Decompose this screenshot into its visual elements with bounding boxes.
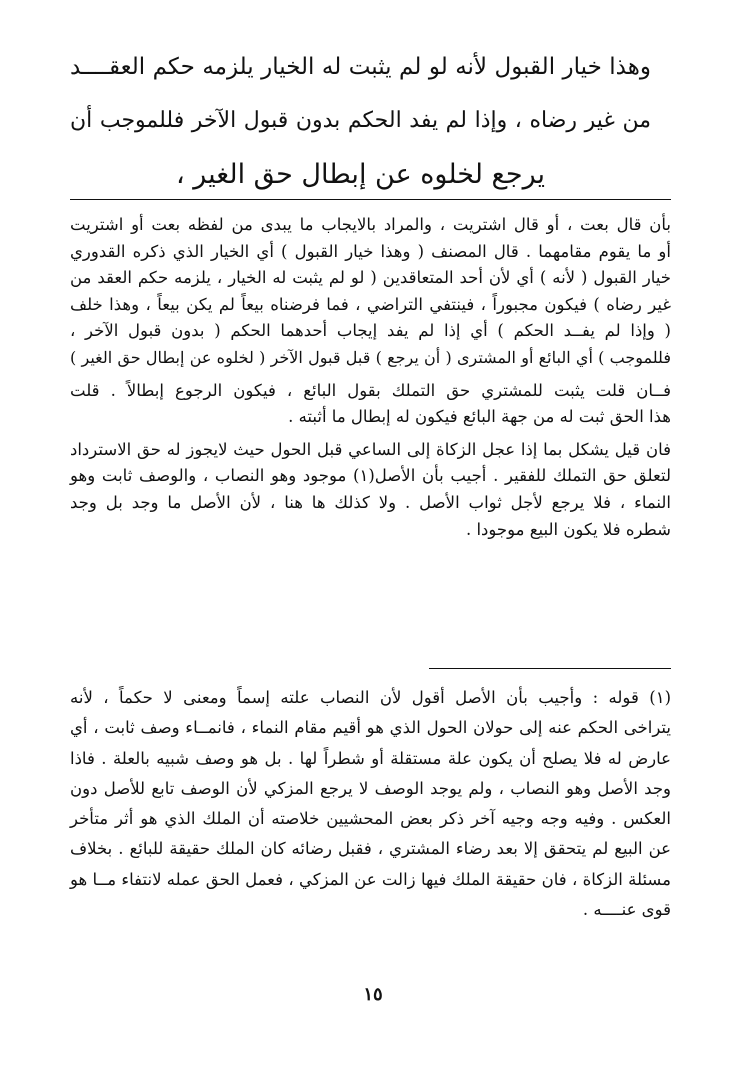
commentary-line: بأن قال بعت ، أو قال اشتريت ، والمراد بالايجاب ما يبدى من لفظه بعت أو اشتريت <box>70 215 671 234</box>
matn-divider <box>70 199 671 200</box>
commentary-line: خيار القبول ( لأنه ) أي لأن أحد المتعاقدين ( لو لم يثبت له الخيار ، يلزمه حكم العقد من <box>70 268 671 288</box>
commentary-line: هذا الحق ثبت له من جهة البائع فيكون له إبطال ما أثبته . <box>288 407 671 427</box>
commentary-paragraph <box>70 437 671 543</box>
commentary-line: فللموجب ) أي البائع أو المشترى ( أن يرجع ) قبل قبول الآخر ( لخلوه عن إبطال حق الغير ) <box>70 347 671 367</box>
footnote-line: عارض له فلا يصلح أن يكون علة مستقلة أو شطراً لها . بل هو وصف شبيه بالعلة . فاذا <box>70 748 671 768</box>
commentary-paragraph <box>70 212 671 372</box>
footnote-line: مسئلة الزكاة ، فان حقيقة الملك فيها زالت عن المزكي ، فعمل الحق عمله لانتفاء مــا هو <box>70 869 671 889</box>
footnote-line: عن البيع لم يتحقق إلا بعد رضاء المشتري ، فقبل رضائه كان الملك حقيقة للبائع . بخلاف <box>70 839 671 859</box>
commentary-line: النماء ، فلا يرجع لأجل ثواب الأصل . ولا كذلك ها هنا ، لأن الأصل ما وجد بل وجد <box>70 492 671 512</box>
commentary-line: ( وإذا لم يفــد الحكم ) أي إذا لم يفد إيجاب أحدهما الحكم ( بدون قبول الآخر ، <box>70 321 671 341</box>
commentary-line: أو ما يقوم مقامهما . قال المصنف ( وهذا خيار القبول ) أي الخيار الذي ذكره القدوري <box>70 241 671 261</box>
commentary-line: فــان قلت يثبت للمشتري حق التملك بقول البائع ، فيكون الرجوع إبطالاً . قلت <box>70 380 671 400</box>
footnote-line: قوى عنــــه . <box>582 900 671 920</box>
footnote-line: وجد الأصل وهو النصاب ، ولم يوجد الوصف لا يرجع المزكي لأن الوصف تابع للأصل دون <box>70 778 671 798</box>
footnote-line: يتراخى الحكم عنه إلى حولان الحول الذي هو أقيم مقام النماء ، فانمــاء وصف ثابت ، أي <box>70 718 671 738</box>
commentary-line: شطره فلا يكون البيع موجودا . <box>465 519 671 539</box>
footnote-block <box>70 683 671 925</box>
matn-line: يرجع لخلوه عن إبطال حق الغير ، <box>175 159 546 190</box>
footnote-line: (١) قوله : وأجيب بأن الأصل أقول لأن النصاب علته إسماً ومعنى لا حكماً ، لأنه <box>70 688 671 707</box>
commentary-line: فان قيل يشكل بما إذا عجل الزكاة إلى الساعي قبل الحول حيث لايجوز له حق الاسترداد <box>70 439 671 459</box>
matn-line: من غير رضاه ، وإذا لم يفد الحكم بدون قبول الآخر فللموجب أن <box>70 108 651 133</box>
commentary-line: غير رضاه ) فيكون مجبوراً ، فينتفي التراضي ، فما فرضناه بيعاً لم يكن بيعاً ، وهذا خلف <box>70 294 671 314</box>
page-number: ١٥ <box>363 984 383 1005</box>
footnote-divider <box>429 668 671 669</box>
commentary-block <box>70 212 671 543</box>
matn-text-block <box>70 40 651 202</box>
commentary-paragraph <box>70 378 671 431</box>
commentary-line: لتعلق حق التملك للفقير . أجيب بأن الأصل(١) موجود وهو النصاب ، والوصف ثابت وهو <box>70 466 671 486</box>
matn-line: وهذا خيار القبول لأنه لو لم يثبت له الخيار يلزمه حكم العقــــد <box>70 54 651 80</box>
footnote-line: العكس . وفيه وجه وجيه آخر ذكر بعض المحشيين خلاصته أن الملك الذي هو أثر متأخر <box>70 809 671 829</box>
